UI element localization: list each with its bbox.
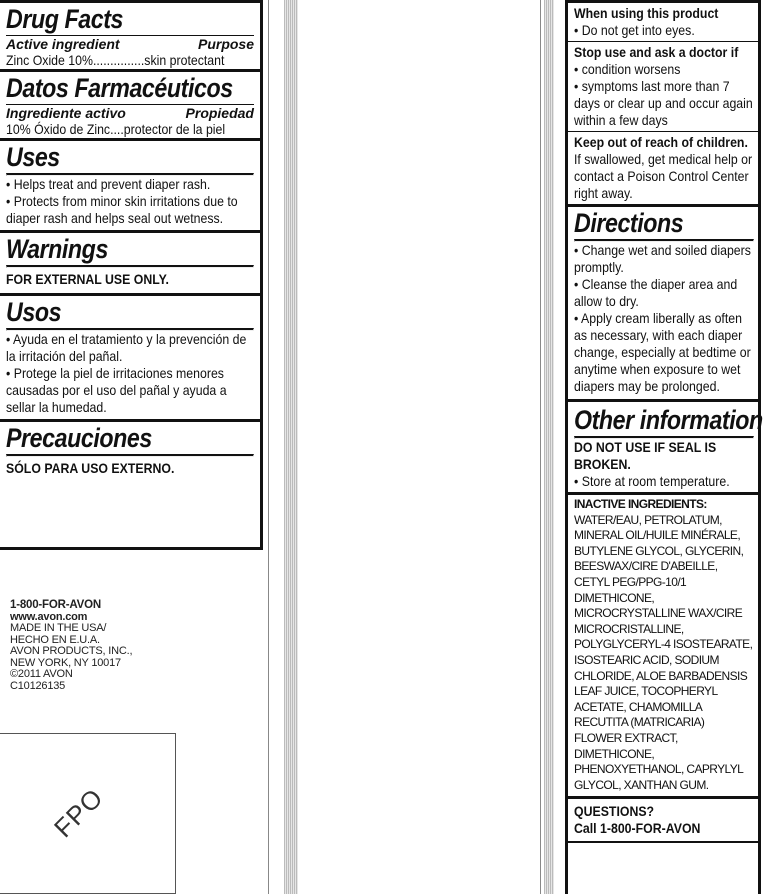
directions-item: • Change wet and soiled diapers promptly. — [574, 242, 751, 275]
contact-line: NEW YORK, NY 10017 — [10, 656, 121, 669]
fpo-label: FPO — [48, 782, 110, 844]
contact-line: MADE IN THE USA/ — [10, 622, 107, 634]
drug-facts-panel-right — [565, 0, 761, 894]
precauciones-text: SÓLO PARA USO EXTERNO. — [6, 460, 175, 476]
inactive-ingredients-text — [574, 497, 754, 793]
fold-strip-center — [284, 0, 298, 894]
other-info-section — [568, 402, 763, 495]
purpose-label: Purpose — [197, 36, 254, 52]
warnings-text: FOR EXTERNAL USE ONLY. — [6, 271, 169, 287]
warnings-title: Warnings — [6, 234, 108, 264]
inactive-ingredients-list: WATER/EAU, PETROLATUM, MINERAL OIL/HUILE MINÉRALE, BUTYLENE GLYCOL, GLYCERIN, BEESWAX/CIRE D'ABEILLE, CETYL PEG/PPG-10/1 DIMETHICONE, MICROCRYSTALLINE WAX/CIRE MICROCRISTALLINE, POLYGLYCERYL-4 ISOSTEARATE, ISOSTEARIC ACID, SODIUM CHLORIDE, ALOE BARBADENSIS LEAF JUICE, TOCOPHERYL ACETATE, CHAMOMILLA RECUTITA (MATRICARIA) FLOWER EXTRACT, DIMETHICONE, PHENOXYETHANOL, CAPRYLYL GLYCOL, XANTHAN GUM. — [574, 512, 753, 792]
contact-website: www.avon.com — [10, 610, 88, 623]
datos-section — [0, 72, 260, 141]
drug-facts-section — [0, 3, 260, 72]
questions-title: QUESTIONS? — [574, 803, 655, 820]
uses-item: • Helps treat and prevent diaper rash. — [6, 176, 211, 192]
when-using-section — [568, 3, 758, 42]
active-ingredient-line: Zinc Oxide 10%...............skin protectant — [6, 52, 225, 68]
ingrediente-label: Ingrediente activo — [6, 105, 126, 121]
active-ingredient-header — [6, 35, 254, 52]
drug-facts-panel-left — [0, 0, 263, 550]
when-using-text: • Do not get into eyes. — [574, 22, 695, 38]
warnings-section — [0, 233, 260, 296]
divider-left — [268, 0, 269, 894]
precauciones-title: Precauciones — [6, 423, 152, 453]
directions-item: • Apply cream liberally as often as necessary, with each diaper change, especially at bedtime or anytime when exposure to wet diapers may be prolonged. — [574, 310, 751, 394]
stop-use-item: • symptoms last more than 7 days or clear up and occur again within a few days — [574, 78, 753, 128]
other-info-seal: DO NOT USE IF SEAL IS BROKEN. — [574, 439, 717, 472]
usos-section — [0, 296, 260, 422]
uses-item: • Protects from minor skin irritations due to diaper rash and helps seal out wetness. — [6, 193, 238, 226]
keep-out-title: Keep out of reach of children. — [574, 134, 748, 150]
ingrediente-header — [6, 104, 254, 121]
stop-use-section — [568, 42, 758, 132]
contact-line: ©2011 AVON — [10, 668, 73, 680]
ingrediente-line: 10% Óxido de Zinc....protector de la piel — [6, 121, 226, 137]
directions-item: • Cleanse the diaper area and allow to dry. — [574, 276, 738, 309]
contact-phone: 1-800-FOR-AVON — [10, 599, 101, 611]
contact-line: HECHO EN E.U.A. — [10, 633, 100, 646]
inactive-ingredients-section — [568, 495, 758, 799]
stop-use-item: • condition worsens — [574, 61, 681, 77]
inactive-ingredients-label: INACTIVE INGREDIENTS: — [574, 497, 707, 511]
questions-section — [568, 799, 758, 843]
other-info-title: Other information — [574, 405, 763, 435]
usos-item: • Ayuda en el tratamiento y la prevención de la irritación del pañal. — [6, 331, 247, 364]
drug-facts-title: Drug Facts — [6, 4, 123, 34]
usos-item: • Protege la piel de irritaciones menores causadas por el uso del pañal y ayuda a sellar la humedad. — [6, 365, 227, 415]
keep-out-section — [568, 132, 758, 207]
propiedad-label: Propiedad — [185, 105, 254, 121]
uses-section — [0, 141, 260, 233]
when-using-title: When using this product — [574, 5, 719, 21]
precauciones-section — [0, 422, 260, 479]
other-info-store: • Store at room temperature. — [574, 473, 730, 489]
fold-strip-right — [544, 0, 554, 894]
usos-title: Usos — [6, 297, 62, 327]
keep-out-text: If swallowed, get medical help or contact a Poison Control Center right away. — [574, 151, 753, 201]
contact-line: AVON PRODUCTS, INC., — [10, 645, 133, 657]
directions-title: Directions — [574, 208, 684, 238]
directions-section — [568, 207, 758, 402]
stop-use-title: Stop use and ask a doctor if — [574, 44, 739, 60]
divider-right — [540, 0, 541, 894]
datos-title: Datos Farmacéuticos — [6, 73, 233, 103]
questions-phone: Call 1-800-FOR-AVON — [574, 820, 701, 837]
active-ingredient-label: Active ingredient — [6, 36, 120, 52]
contact-block — [10, 600, 132, 692]
contact-line: C10126135 — [10, 679, 66, 692]
uses-title: Uses — [6, 142, 60, 172]
